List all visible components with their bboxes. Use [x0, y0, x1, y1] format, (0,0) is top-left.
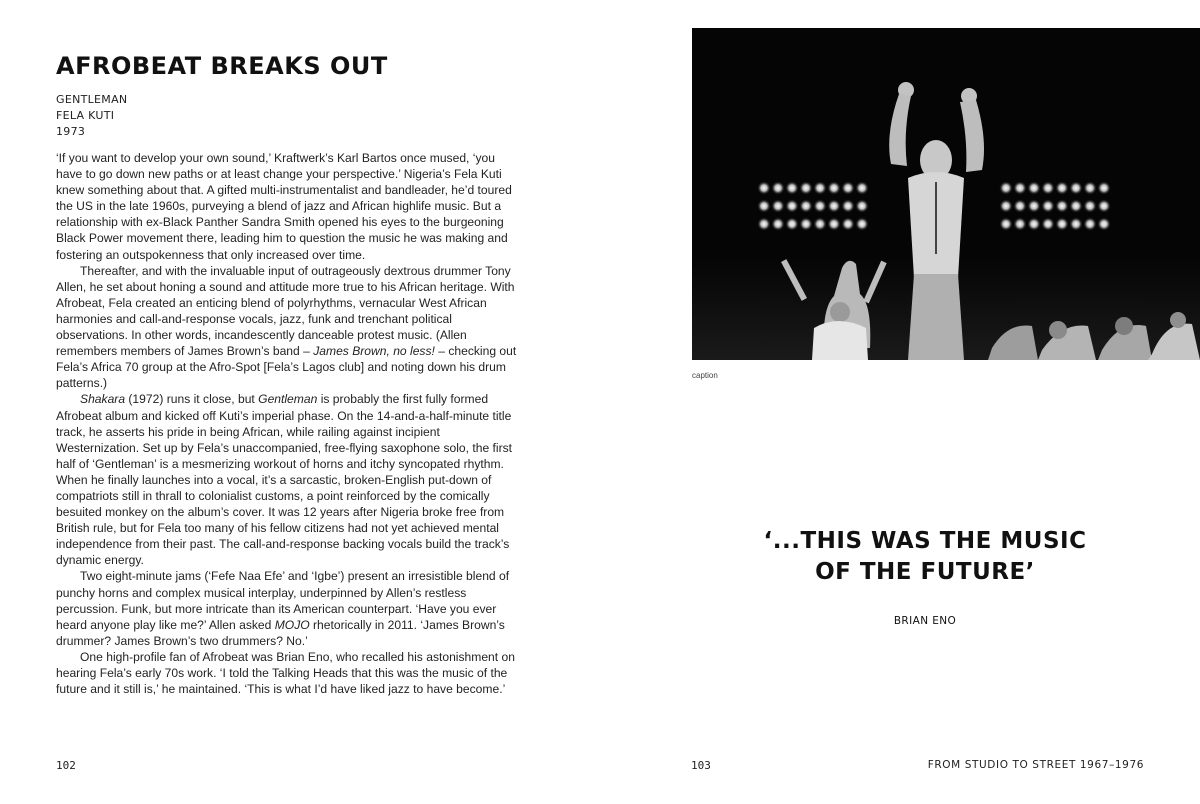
stage-light	[1013, 181, 1027, 195]
text-run: One high-profile fan of Afrobeat was Brian Eno, who recalled his astonishment on hearing Fela’s early 70s work. ‘I told the Talking Heads that this was the music of the future and it still is,’ he maintained. ‘This is what I’d have liked jazz to have become.’	[56, 649, 515, 697]
chapter-heading: AFROBEAT BREAKS OUT	[56, 52, 388, 80]
stage-light	[813, 217, 827, 231]
text-run: – checking out Fela’s Africa 70 group at the Afro-Spot [Fela’s Lagos club] and noting down his drum patterns.)	[56, 344, 517, 391]
stage-light	[999, 199, 1013, 213]
body-paragraph	[56, 150, 518, 263]
stage-light	[1055, 181, 1069, 195]
stage-light	[1041, 199, 1055, 213]
stage-light	[999, 181, 1013, 195]
stage-light	[855, 181, 869, 195]
body-paragraph	[56, 649, 518, 697]
stage-light	[799, 181, 813, 195]
stage-light	[1097, 181, 1111, 195]
stage-light	[827, 217, 841, 231]
album-info	[56, 92, 127, 140]
stage-light	[785, 217, 799, 231]
body-paragraph	[56, 568, 518, 648]
photo-caption: caption	[692, 371, 718, 380]
stage-light	[757, 217, 771, 231]
stage-light	[841, 217, 855, 231]
stage-light	[841, 199, 855, 213]
body-paragraph	[56, 263, 518, 392]
text-run: ‘If you want to develop your own sound,’ Kraftwerk’s Karl Bartos once mused, ‘you have to go down new paths or at least change your perspective.’ Nigeria’s Fela Kuti knew something about that. A gifted multi-instrumentalist and bandleader, he’d toured the US in the late 1960s, purveying a blend of jazz and African highlife music. But a relationship with ex-Black Panther Sandra Smith opened his eyes to the burgeoning Black Power movement there, leading him to question the music he was making and fostering an outspokenness that only increased over time.	[56, 151, 512, 262]
quote-attribution: BRIAN ENO	[893, 615, 957, 627]
stage-light	[1041, 217, 1055, 231]
stage-light	[785, 181, 799, 195]
stage-light	[1055, 217, 1069, 231]
stage-light	[1069, 199, 1083, 213]
text-run: Two eight-minute jams (‘Fefe Naa Efe’ and ‘Igbe’) present an irresistible blend of punchy horns and complex musical interplay, underpinned by Allen’s restless percussion. Funk, but more intricate than its American counterpart. ‘Have you ever heard anyone play like me?’ Allen asked	[56, 569, 510, 632]
stage-light	[1027, 181, 1041, 195]
stage-light	[757, 181, 771, 195]
stage-light	[1055, 199, 1069, 213]
stage-light	[771, 181, 785, 195]
running-head: FROM STUDIO TO STREET 1967–1976	[927, 759, 1144, 771]
text-run: Thereafter, and with the invaluable input of outrageously dextrous drummer Tony Allen, he set about honing a sound and attitude more true to his African heritage. With Afrobeat, Fela created an enticing blend of polyrhythms, vernacular West African harmonies and call-and-response vocals, jazz, funk and trenchant political observations. In other words, incandescently danceable protest music. (Allen remembers members of James Brown’s band –	[56, 263, 515, 359]
stage-light	[1097, 199, 1111, 213]
italic-text: Shakara	[80, 392, 126, 407]
artist-name: FELA KUTI	[56, 109, 115, 122]
stage-light	[1027, 217, 1041, 231]
stage-light	[771, 217, 785, 231]
pull-quote-line-2: OF THE FUTURE’	[815, 559, 1035, 585]
stage-light	[1013, 217, 1027, 231]
stage-light	[999, 217, 1013, 231]
stage-light	[1013, 199, 1027, 213]
italic-text: Gentleman	[258, 392, 318, 407]
stage-light	[1069, 217, 1083, 231]
stage-light	[827, 199, 841, 213]
stage-light	[855, 217, 869, 231]
stage-light	[771, 199, 785, 213]
article-body	[56, 150, 518, 697]
right-page	[600, 0, 1200, 804]
stage-light	[1083, 199, 1097, 213]
stage-light	[1083, 181, 1097, 195]
album-title: GENTLEMAN	[56, 93, 128, 106]
stage-light	[799, 199, 813, 213]
stage-light	[1083, 217, 1097, 231]
stage-light	[841, 181, 855, 195]
stage-light	[799, 217, 813, 231]
page-number-right: 103	[691, 759, 711, 772]
stage-light	[1069, 181, 1083, 195]
text-run: is probably the first fully formed Afrobeat album and kicked off Kuti’s imperial phase. On the 14-and-a-half-minute title track, he asserts his pride in being African, while railing against incipient Westernization. Set up by Fela’s unaccompanied, free-flying saxophone solo, the first half of ‘Gentleman’ is a mesmerizing workout of horns and itchy syncopated rhythm. When he finally launches into a vocal, it’s a sarcastic, broken-English put-down of compatriots still in thrall to colonialist customs, a point reinforced by the comically besuited monkey on the album’s cover. It was 12 years after Nigeria broke free from British rule, but for Fela too many of his fellow citizens had not yet achieved mental independence from their past. The call-and-response backing vocals build the track’s dynamic energy.	[56, 392, 513, 568]
stage-light	[827, 181, 841, 195]
stage-light	[1097, 217, 1111, 231]
stage-light	[785, 199, 799, 213]
pull-quote-line-1: ‘...THIS WAS THE MUSIC	[763, 528, 1087, 554]
text-run: (1972) runs it close, but	[125, 392, 259, 407]
concert-photo	[692, 28, 1200, 360]
page-number-left: 102	[56, 759, 76, 772]
pull-quote	[760, 526, 1090, 588]
text-run: rhetorically in 2011. ‘James Brown’s drummer? James Brown’s two drummers? No.’	[56, 617, 505, 648]
italic-text: MOJO	[274, 617, 310, 632]
release-year: 1973	[56, 125, 86, 138]
stage-light	[855, 199, 869, 213]
stage-light	[1041, 181, 1055, 195]
stage-light	[813, 181, 827, 195]
stage-light	[813, 199, 827, 213]
italic-text: James Brown, no less!	[313, 344, 435, 359]
performer-on-stage-image	[692, 28, 1200, 360]
body-paragraph	[56, 391, 518, 568]
stage-light	[1027, 199, 1041, 213]
stage-light	[757, 199, 771, 213]
